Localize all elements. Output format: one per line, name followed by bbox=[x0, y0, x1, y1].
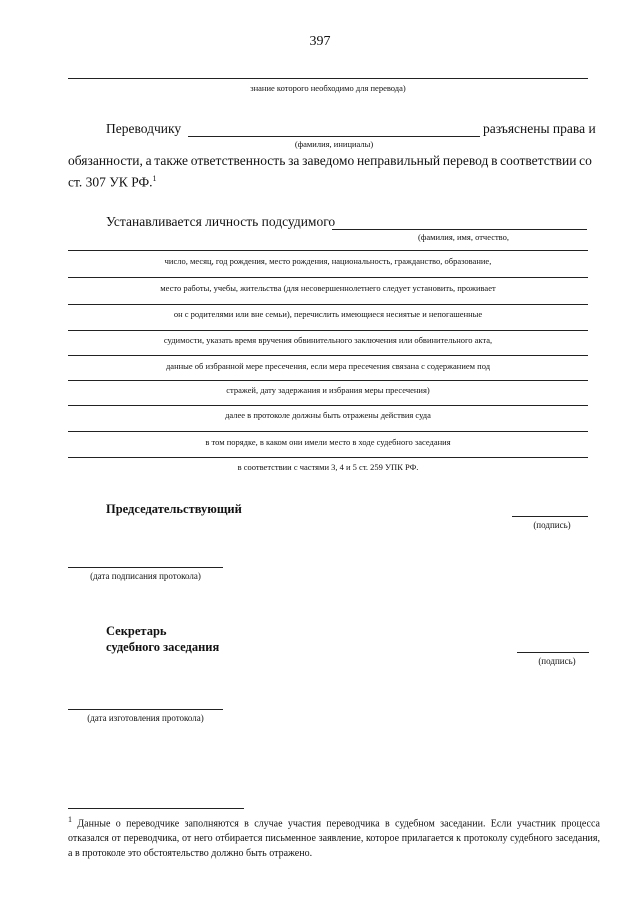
translator-caption: (фамилия, инициалы) bbox=[294, 139, 374, 149]
translator-duties-word: заведомо bbox=[302, 153, 355, 168]
identity-caption: (фамилия, имя, отчество, bbox=[418, 232, 510, 242]
identity-caption-4: судимости, указать время вручения обвинительного заключения или обвинительного акта, bbox=[163, 335, 493, 345]
identity-caption-6: стражей, дату задержания и избрания меры пресечения) bbox=[226, 385, 430, 395]
secretary-signature-line bbox=[517, 652, 589, 653]
translator-name-line bbox=[188, 136, 480, 137]
translator-duties-word: перевод bbox=[442, 153, 489, 168]
secretary-signature-caption: (подпись) bbox=[538, 656, 576, 666]
translator-duties-word: за bbox=[288, 153, 300, 168]
footnote bbox=[68, 812, 600, 861]
identity-caption-3: он с родителями или вне семьи), перечислить имеющиеся несиятые и непогашенные bbox=[173, 309, 483, 319]
identity-caption-1: число, месяц, год рождения, место рождения, национальность, гражданство, образование, bbox=[164, 256, 492, 266]
footnote-mark: 1 bbox=[68, 815, 72, 824]
translator-label: Переводчику bbox=[106, 121, 182, 136]
identity-line-9 bbox=[68, 457, 588, 458]
translator-article-text: ст. 307 УК РФ. bbox=[68, 174, 153, 190]
identity-caption-2: место работы, учебы, жительства (для несовершеннолетнего следует установить, проживает bbox=[160, 283, 496, 293]
secretary-title-line2: судебного заседания bbox=[106, 640, 220, 654]
presiding-date-line bbox=[68, 567, 223, 568]
footnote-text: Данные о переводчике заполняются в случае участия переводчика в судебном заседании. Если участник процесса отказался от переводчика, от него отбирается письменное заявление, которое прилагается к протоколу судебного заседания, а в протоколе это обстоятельство должно быть отражено. bbox=[68, 818, 600, 860]
secretary-date-line bbox=[68, 709, 223, 710]
identity-name-line bbox=[332, 229, 587, 230]
translator-duties-word: также bbox=[154, 153, 189, 168]
translator-duties-line bbox=[68, 153, 592, 169]
translator-duties-word: в bbox=[491, 153, 498, 168]
footnote-reference: 1 bbox=[152, 174, 157, 183]
translator-duties-word: а bbox=[145, 153, 152, 168]
identity-line-1 bbox=[68, 250, 588, 251]
identity-label: Устанавливается личность подсудимого bbox=[106, 214, 336, 229]
identity-caption-7: далее в протоколе должны быть отражены действия суда bbox=[225, 410, 431, 420]
translator-duties-word: ответственность bbox=[190, 153, 286, 168]
translator-duties-word: неправильный bbox=[356, 153, 441, 168]
secretary-title-line1: Секретарь bbox=[106, 624, 167, 638]
translator-rights-text: разъяснены права и bbox=[483, 121, 596, 136]
identity-line-4 bbox=[68, 330, 588, 331]
identity-line-2 bbox=[68, 277, 588, 278]
identity-line-3 bbox=[68, 304, 588, 305]
translator-article-line bbox=[68, 174, 157, 191]
header-caption: знание которого необходимо для перевода) bbox=[250, 83, 406, 93]
page-number: 397 bbox=[309, 34, 331, 49]
footnote-separator bbox=[68, 808, 244, 809]
identity-caption-8: в том порядке, в каком они имели место в ходе судебного заседания bbox=[205, 437, 451, 447]
presiding-title: Председательствующий bbox=[106, 502, 242, 516]
identity-line-7 bbox=[68, 405, 588, 406]
identity-line-8 bbox=[68, 431, 588, 432]
translator-duties-word: соответствии bbox=[500, 153, 577, 168]
identity-line-5 bbox=[68, 355, 588, 356]
presiding-date-caption: (дата подписания протокола) bbox=[90, 571, 201, 581]
identity-caption-9: в соответствии с частями 3, 4 и 5 ст. 259 УПК РФ. bbox=[237, 462, 419, 472]
secretary-date-caption: (дата изготовления протокола) bbox=[87, 713, 204, 723]
translator-duties-word: обязанности, bbox=[68, 153, 143, 168]
identity-line-6 bbox=[68, 380, 588, 381]
header-line bbox=[68, 78, 588, 79]
presiding-signature-line bbox=[512, 516, 588, 517]
identity-caption-5: данные об избранной мере пресечения, если мера пресечения связана с содержанием под bbox=[165, 361, 491, 371]
presiding-signature-caption: (подпись) bbox=[533, 520, 571, 530]
translator-duties-word: со bbox=[579, 153, 592, 168]
